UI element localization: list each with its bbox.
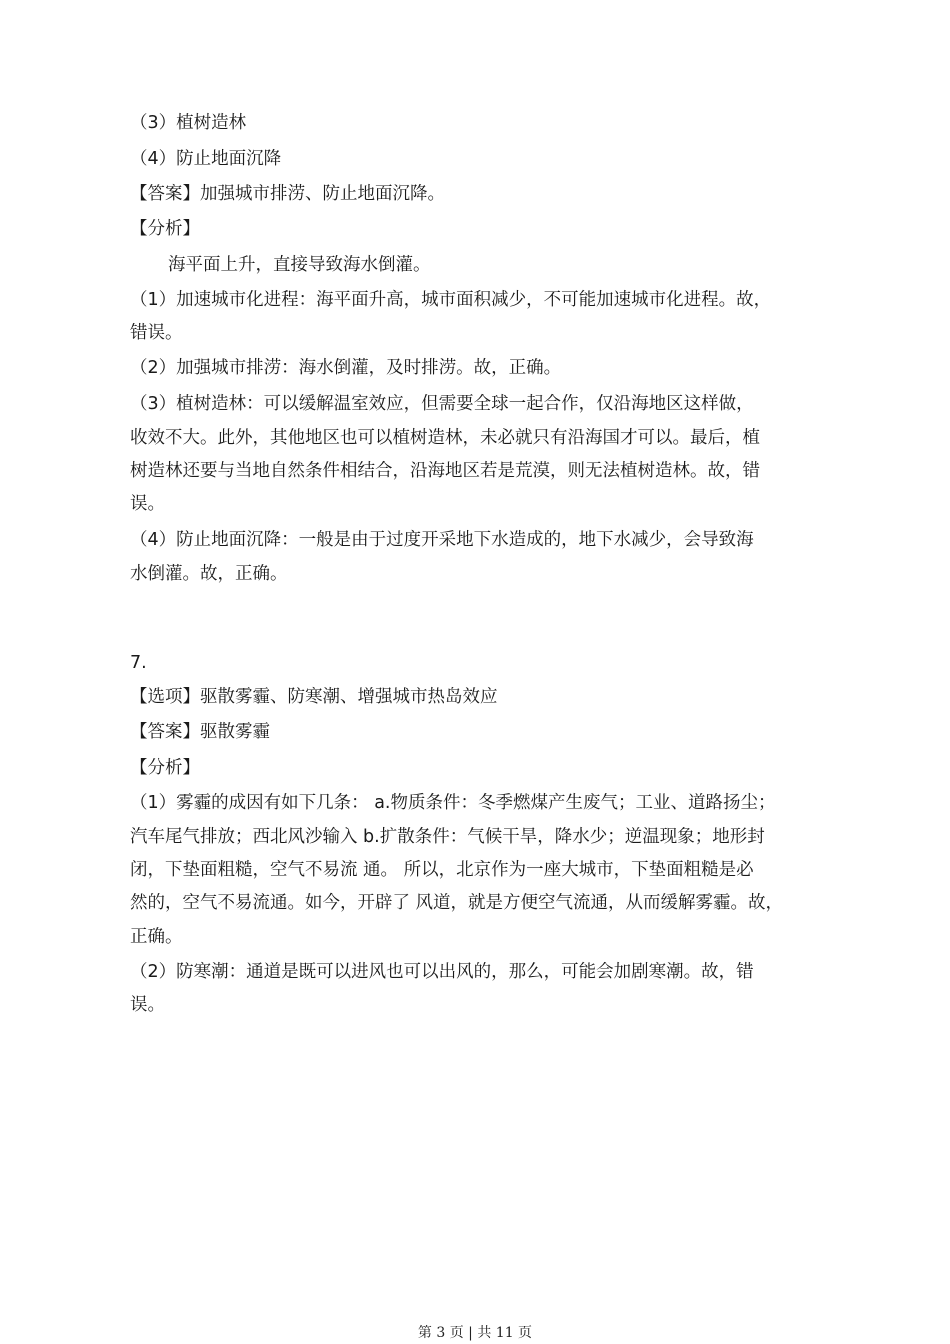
answer-line: 【答案】驱散雾霾 bbox=[130, 722, 270, 742]
question-number: 7. bbox=[130, 653, 147, 673]
analysis-line: （2）防寒潮：通道是既可以进风也可以出风的，那么，可能会加剧寒潮。故，错 bbox=[130, 962, 754, 982]
option-line-4: （4）防止地面沉降 bbox=[130, 149, 282, 169]
analysis-line: 树造林还要与当地自然条件相结合，沿海地区若是荒漠，则无法植树造林。故，错 bbox=[130, 461, 760, 481]
page-footer: 第 3 页 | 共 11 页 bbox=[417, 1325, 533, 1341]
analysis-line: 闭，下垫面粗糙，空气不易流 通。 所以，北京作为一座大城市，下垫面粗糙是必 bbox=[130, 860, 754, 880]
analysis-line: （1）加速城市化进程：海平面升高，城市面积减少，不可能加速城市化进程。故， bbox=[130, 290, 772, 310]
options-line: 【选项】驱散雾霾、防寒潮、增强城市热岛效应 bbox=[130, 687, 498, 707]
analysis-line: 误。 bbox=[130, 494, 165, 514]
option-line-3: （3）植树造林 bbox=[130, 113, 247, 133]
analysis-line: 水倒灌。故，正确。 bbox=[130, 564, 288, 584]
analysis-line: （3）植树造林：可以缓解温室效应，但需要全球一起合作，仅沿海地区这样做， bbox=[130, 394, 754, 414]
answer-line: 【答案】加强城市排涝、防止地面沉降。 bbox=[130, 184, 445, 204]
analysis-line: （1）雾霾的成因有如下几条： a.物质条件：冬季燃煤产生废气；工业、道路扬尘； bbox=[130, 793, 776, 813]
analysis-heading: 【分析】 bbox=[130, 219, 200, 239]
analysis-heading: 【分析】 bbox=[130, 758, 200, 778]
analysis-line: （4）防止地面沉降：一般是由于过度开采地下水造成的，地下水减少，会导致海 bbox=[130, 530, 754, 550]
analysis-line: 收效不大。此外，其他地区也可以植树造林，未必就只有沿海国才可以。最后，植 bbox=[130, 428, 760, 448]
analysis-line: 错误。 bbox=[130, 323, 183, 343]
analysis-line: （2）加强城市排涝：海水倒灌，及时排涝。故，正确。 bbox=[130, 358, 562, 378]
analysis-line: 汽车尾气排放；西北风沙输入 b.扩散条件：气候干旱，降水少；逆温现象；地形封 bbox=[130, 827, 765, 847]
analysis-line: 正确。 bbox=[130, 927, 183, 947]
analysis-line: 然的，空气不易流通。如今，开辟了 风道，就是方便空气流通，从而缓解雾霾。故， bbox=[130, 893, 784, 913]
analysis-line: 误。 bbox=[130, 995, 165, 1015]
analysis-intro: 海平面上升，直接导致海水倒灌。 bbox=[168, 255, 431, 275]
